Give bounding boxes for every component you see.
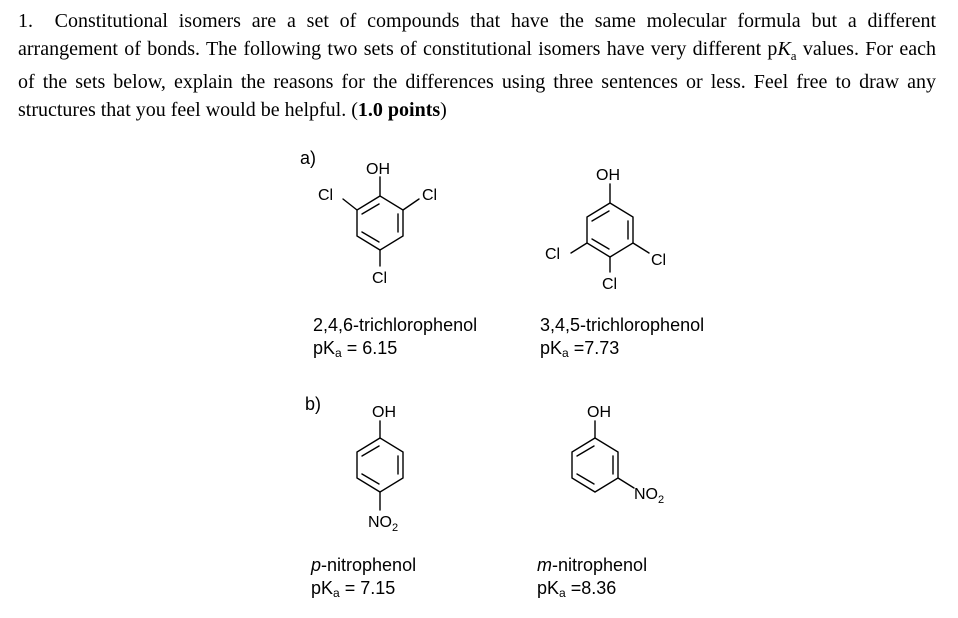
atom-cl: Cl bbox=[545, 246, 561, 263]
pka-prefix: pK bbox=[540, 338, 563, 358]
pka-subscript: a bbox=[562, 346, 569, 360]
pka-value: = 7.15 bbox=[339, 578, 396, 598]
pka-prefix: pK bbox=[313, 338, 336, 358]
atom-cl: Cl bbox=[318, 187, 334, 204]
atom-cl: Cl bbox=[602, 276, 618, 293]
ka-subscript: a bbox=[790, 47, 797, 63]
pka-prefix: pK bbox=[537, 578, 560, 598]
benzene-ring bbox=[357, 196, 403, 250]
bond-cl-left bbox=[571, 243, 587, 253]
name-rest: -nitrophenol bbox=[321, 555, 417, 575]
atom-no2 bbox=[634, 486, 664, 506]
pka-subscript: a bbox=[333, 586, 340, 600]
part-b-label: b) bbox=[305, 394, 322, 414]
atom-oh: OH bbox=[372, 404, 396, 421]
pka-value: =7.73 bbox=[568, 338, 620, 358]
name-prefix: p bbox=[311, 555, 322, 575]
part-a-label: a) bbox=[300, 148, 317, 168]
atom-oh: OH bbox=[366, 161, 390, 178]
bond-no2 bbox=[618, 478, 634, 488]
question-points: 1.0 points bbox=[357, 98, 441, 121]
bond-cl-right bbox=[403, 199, 419, 210]
atom-cl: Cl bbox=[651, 252, 667, 269]
question-number: 1. bbox=[18, 10, 33, 32]
pka-subscript: a bbox=[335, 346, 342, 360]
question-close: ) bbox=[440, 98, 447, 121]
pka-subscript: a bbox=[559, 586, 566, 600]
atom-no2 bbox=[368, 514, 398, 534]
name-prefix: m bbox=[537, 555, 552, 575]
ring-p-nitrophenol bbox=[357, 421, 403, 510]
atom-oh: OH bbox=[587, 404, 611, 421]
ring-m-nitrophenol bbox=[572, 421, 634, 492]
question-body: Constitutional isomers are a set of compounds that have the same molecular formula but a different arrangement of bonds. The following two sets of constitutional isomers have very different p bbox=[18, 10, 937, 60]
benzene-ring bbox=[587, 203, 633, 257]
pka-value: =8.36 bbox=[565, 578, 617, 598]
compound-a2-name: 3,4,5-trichlorophenol bbox=[540, 315, 705, 335]
atom-cl: Cl bbox=[372, 270, 388, 287]
pka-prefix: pK bbox=[311, 578, 334, 598]
name-rest: -nitrophenol bbox=[552, 555, 648, 575]
question-body-continued: values. For each of the sets below, explain the reasons for the differences using three sentences or less. Feel free to draw any structures that you feel would be helpful. ( bbox=[18, 37, 936, 121]
ring-246-trichlorophenol bbox=[343, 177, 419, 266]
bond-cl-left bbox=[343, 199, 357, 210]
no2-subscript: 2 bbox=[392, 522, 399, 534]
no2-text: NO bbox=[634, 486, 658, 503]
pka-value: = 6.15 bbox=[341, 338, 398, 358]
no2-subscript: 2 bbox=[658, 494, 665, 506]
benzene-ring bbox=[357, 438, 403, 492]
compound-a1-name: 2,4,6-trichlorophenol bbox=[313, 315, 478, 335]
no2-text: NO bbox=[368, 514, 392, 531]
ka-symbol: K bbox=[777, 37, 791, 60]
benzene-ring bbox=[572, 438, 618, 492]
atom-cl: Cl bbox=[422, 187, 438, 204]
ring-345-trichlorophenol bbox=[571, 184, 649, 272]
atom-oh: OH bbox=[596, 167, 620, 184]
bond-cl-right bbox=[633, 243, 649, 253]
